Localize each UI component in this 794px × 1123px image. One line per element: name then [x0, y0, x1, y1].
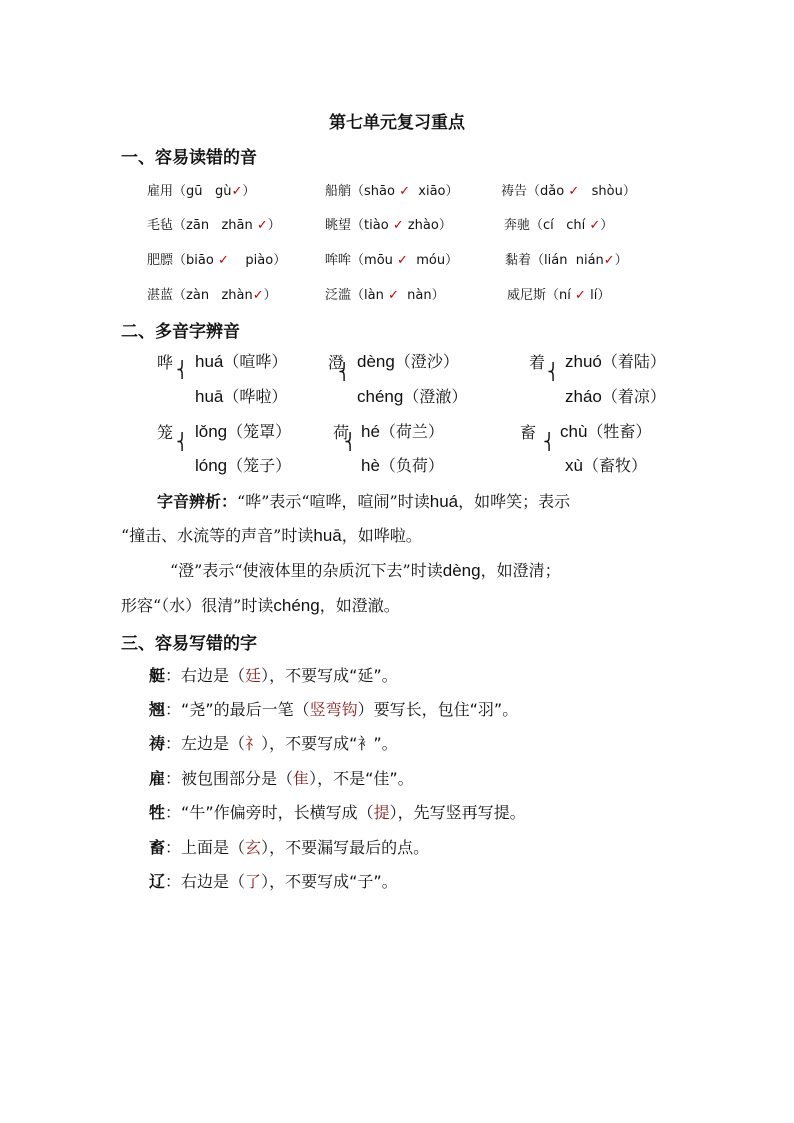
polyphone-char: 荷 [333, 423, 350, 442]
pron-item: 肥膘（biāo ✓ piào） [147, 253, 287, 268]
explain-line: “澄”表示“使液体里的杂质沉下去”时读dèng，如澄清； [170, 561, 561, 580]
writing-item: 辽：右边是（了），不要写成“子”。 [149, 872, 398, 891]
section2-heading: 二、多音字辨音 [121, 322, 240, 342]
explain-line: 形容“（水）很清”时读chéng，如澄澈。 [121, 596, 400, 615]
writing-item: 祷：左边是（礻），不要写成“衤”。 [149, 734, 398, 753]
polyphone-reading: chéng（澄澈） [357, 387, 468, 406]
polyphone-char: 澄 [328, 353, 345, 372]
page-title: 第七单元复习重点 [329, 113, 465, 133]
section1-heading: 一、容易读错的音 [121, 148, 257, 168]
polyphone-reading: chù（牲畜） [560, 422, 652, 441]
polyphone-reading: zhuó（着陆） [565, 352, 666, 371]
brace: ⎨ [338, 362, 350, 381]
brace: ⎨ [547, 362, 559, 381]
polyphone-reading: xù（畜牧） [565, 456, 647, 475]
polyphone-reading: huá（喧哗） [195, 352, 288, 371]
writing-item: 雇：被包围部分是（隹），不是“佳”。 [149, 769, 414, 788]
pron-item: 眺望（tiào ✓ zhào） [325, 218, 452, 233]
brace: ⎨ [543, 432, 555, 451]
writing-item: 牲：“牛”作偏旁时，长横写成（提），先写竖再写提。 [149, 803, 526, 822]
polyphone-char: 着 [529, 353, 546, 372]
explain-line: 字音辨析：“哗”表示“喧哗，喧闹”时读huá，如哗笑；表示 [157, 492, 571, 511]
polyphone-char: 畜 [520, 423, 537, 442]
pron-item: 泛滥（làn ✓ nàn） [325, 288, 445, 303]
polyphone-reading: huā（哗啦） [195, 387, 288, 406]
brace: ⎨ [344, 432, 356, 451]
polyphone-char: 哗 [157, 353, 174, 372]
pron-item: 船艄（shāo ✓ xiāo） [325, 184, 459, 199]
pron-item: 湛蓝（zàn zhàn✓） [147, 288, 277, 303]
pron-item: 祷告（dǎo ✓ shòu） [501, 184, 636, 199]
writing-item: 艇：右边是（廷），不要写成“延”。 [149, 666, 398, 685]
pron-item: 哞哞（mōu ✓ móu） [325, 253, 459, 268]
polyphone-char: 笼 [157, 423, 174, 442]
polyphone-reading: lǒng（笼罩） [195, 422, 292, 441]
explain-line: “撞击、水流等的声音”时读huā，如哗啦。 [121, 526, 422, 545]
pron-item: 黏着（lián nián✓） [505, 253, 628, 268]
polyphone-reading: lóng（笼子） [195, 456, 292, 475]
writing-item: 翘：“尧”的最后一笔（竖弯钩）要写长，包住“羽”。 [149, 700, 519, 719]
polyphone-reading: dèng（澄沙） [357, 352, 459, 371]
section3-heading: 三、容易写错的字 [121, 634, 257, 654]
polyphone-reading: hé（荷兰） [361, 422, 444, 441]
polyphone-reading: hè（负荷） [361, 456, 444, 475]
writing-item: 畜：上面是（玄），不要漏写最后的点。 [149, 838, 430, 857]
pron-item: 奔驰（cí chí ✓） [504, 218, 614, 233]
pron-item: 毛毡（zān zhān ✓） [147, 218, 281, 233]
brace: ⎨ [176, 432, 188, 451]
polyphone-reading: zháo（着凉） [565, 387, 666, 406]
pron-item: 雇用（gū gù✓） [147, 184, 256, 199]
brace: ⎨ [176, 360, 188, 379]
pron-item: 威尼斯（ní ✓ lí） [507, 288, 611, 303]
